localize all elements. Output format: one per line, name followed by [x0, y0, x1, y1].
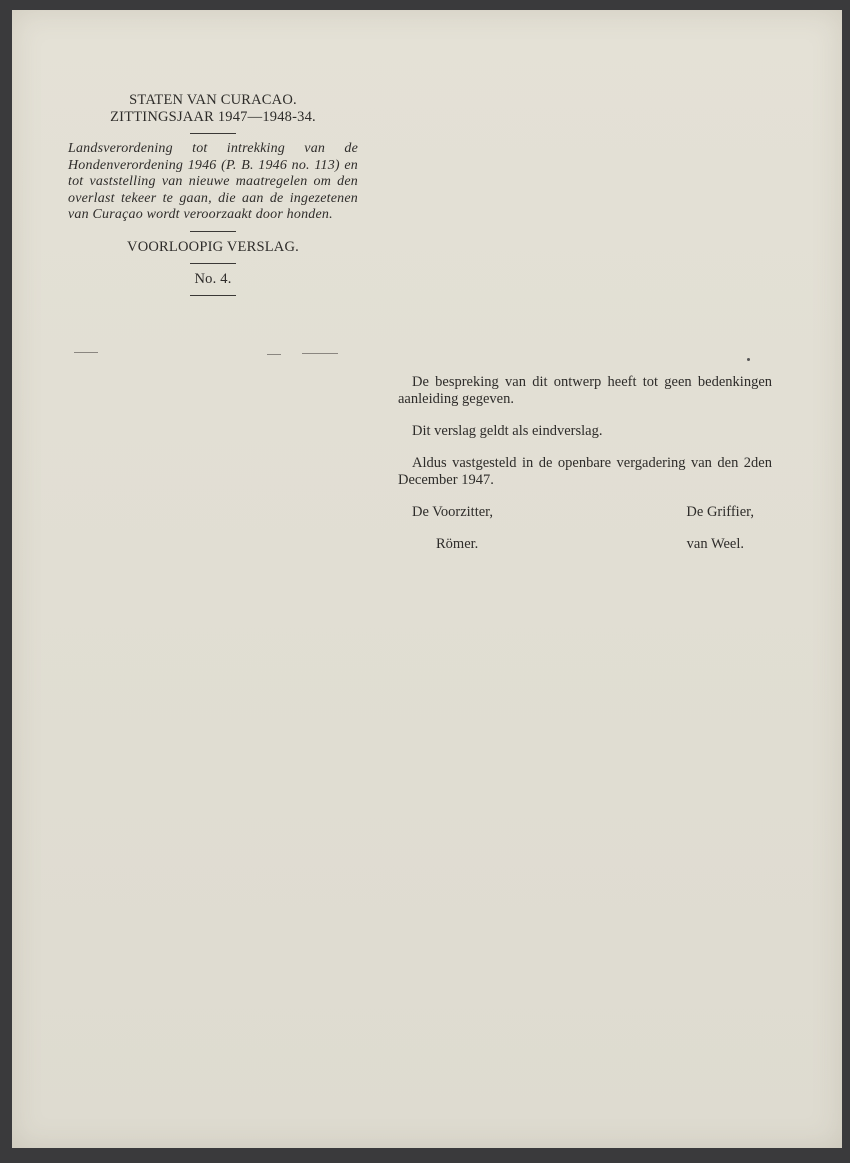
clerk-name: van Weel.	[686, 536, 744, 552]
clerk-title: De Griffier,	[686, 504, 754, 520]
stray-mark	[74, 352, 98, 353]
assembly-title: STATEN VAN CURACAO.	[129, 92, 297, 108]
chairman-title: De Voorzitter,	[412, 504, 494, 520]
report-body	[398, 374, 772, 556]
session-line: ZITTINGSJAAR 1947—1948-34.	[110, 109, 316, 125]
signature-names	[398, 536, 772, 556]
header-rule-1	[190, 133, 236, 134]
subject-text: Landsverordening tot intrekking van de Hondenverordening 1946 (P. B. 1946 no. 113) en tot vaststelling van nieuwe maatregelen om den overlast tekeer te gaan, die aan de ingezetenen van Curaçao wordt veroorzaakt door honden.	[68, 141, 358, 222]
document-page	[12, 10, 842, 1148]
report-number: No. 4.	[194, 270, 232, 287]
report-type: VOORLOOPIG VERSLAG.	[127, 238, 299, 255]
body-paragraph-1: De bespreking van dit ontwerp heeft tot geen bedenkingen aanleiding gegeven.	[398, 374, 772, 407]
stray-speck	[747, 358, 750, 361]
chairman-name: Römer.	[436, 536, 479, 552]
body-paragraph-3: Aldus vastgesteld in de openbare vergadering van den 2den December 1947.	[398, 455, 772, 488]
header-rule-4	[190, 295, 236, 296]
stray-mark	[302, 353, 338, 354]
body-paragraph-2: Dit verslag geldt als eindverslag.	[412, 423, 603, 439]
signature-titles	[398, 504, 772, 524]
header-rule-3	[190, 263, 236, 264]
stray-mark	[267, 354, 281, 355]
header-rule-2	[190, 231, 236, 232]
document-header	[68, 92, 358, 303]
